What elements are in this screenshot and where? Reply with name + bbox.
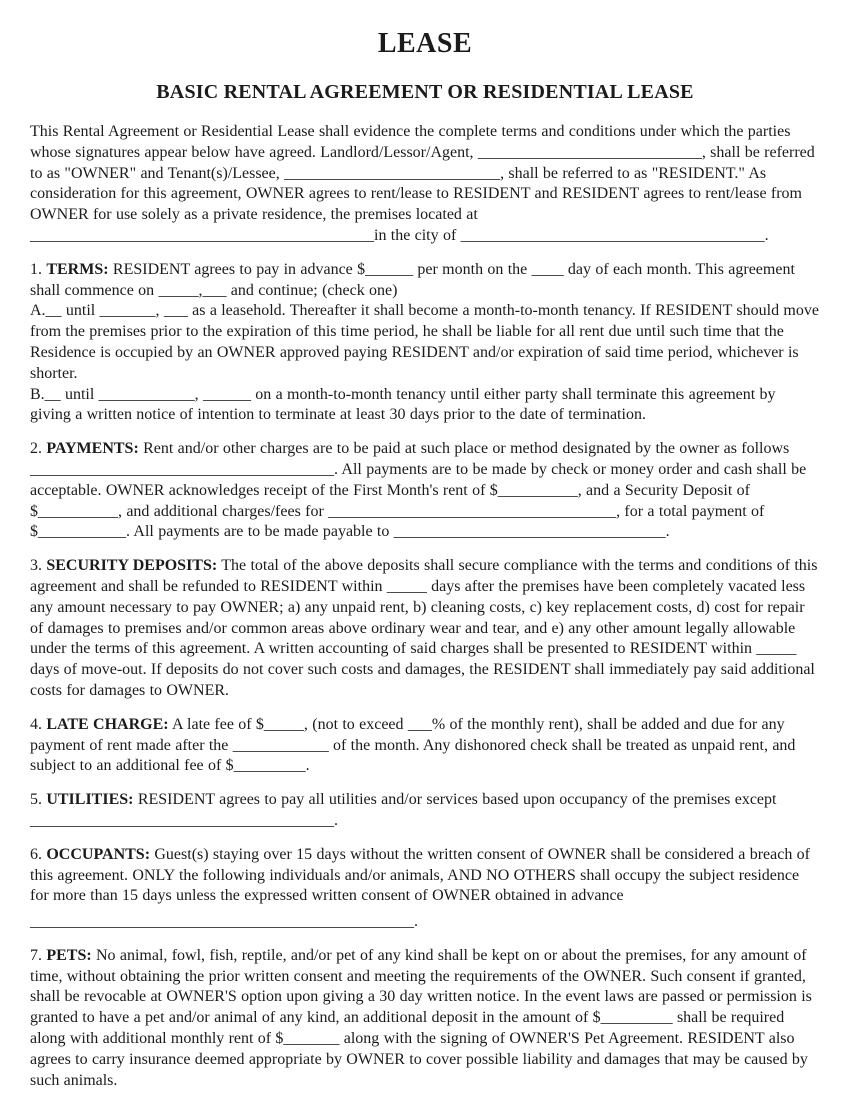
section-text: RESIDENT agrees to pay in advance $______ per month on the ____ day of each month. This agreement shall commence on _____,___ and continue; (check one) <box>30 260 795 299</box>
terms-option-b-text: B.__ until ____________, ______ on a month-to-month tenancy until either party shall terminate this agreement by giving a written notice of intention to terminate at least 30 days prior to the date of termination. <box>30 385 776 424</box>
intro-fill-in-blank-line: ___________________________________________in the city of ______________________________________. <box>30 226 769 244</box>
document-subtitle: BASIC RENTAL AGREEMENT OR RESIDENTIAL LEASE <box>156 81 694 103</box>
section-heading: SECURITY DEPOSITS: <box>46 557 218 575</box>
section-payments <box>30 439 820 543</box>
section-number: 2. <box>30 440 42 458</box>
utilities-fill-in-blank-line: ______________________________________. <box>30 811 338 829</box>
section-text: The total of the above deposits shall secure compliance with the terms and conditions of this agreement and shall be refunded to RESIDENT within _____ days after the premises have been completely vacated less any amount necessary to pay OWNER; a) any unpaid rent, b) cleaning costs, c) key replacement costs, d) cost for repair of damages to premises and/or common areas above ordinary wear and tear, and e) any other amount legally allowable under the terms of this agreement. A written accounting of said charges shall be presented to RESIDENT within _____ days of move-out. If deposits do not cover such costs and damages, the RESIDENT shall immediately pay said additional costs for damages to OWNER. <box>30 557 818 699</box>
section-pets <box>30 946 820 1092</box>
section-number: 5. <box>30 791 42 809</box>
section-heading: PETS: <box>46 946 92 964</box>
section-terms <box>30 260 820 426</box>
section-text: RESIDENT agrees to pay all utilities and/or services based upon occupancy of the premises except <box>137 791 777 809</box>
occupants-fill-in-blank-line: ________________________________________________. <box>30 913 418 931</box>
section-heading: TERMS: <box>46 260 109 278</box>
section-number: 6. <box>30 845 42 863</box>
section-heading: PAYMENTS: <box>46 440 139 458</box>
document-title: LEASE <box>377 28 473 59</box>
section-text: A late fee of $_____, (not to exceed ___% of the monthly rent), shall be added and due for any payment of rent made after the ____________ of the month. Any dishonored check shall be treated as unpaid rent, and subject to an additional fee of $_________. <box>30 715 796 775</box>
section-text: Guest(s) staying over 15 days without the written consent of OWNER shall be considered a breach of this agreement. ONLY the following individuals and/or animals, AND NO OTHERS shall occupy the subject residence for more than 15 days unless the expressed written consent of OWNER obtained in advance <box>30 845 810 905</box>
section-text: Rent and/or other charges are to be paid at such place or method designated by the owner as follows ______________________________________. All payments are to be made by check or money order and cash shall be acceptable. OWNER acknowledges receipt of the First Month's rent of $__________, and a Security Deposit of $__________, and additional charges/fees for ____________________________________, for a total payment of $___________. All payments are to be made payable to __________________________________. <box>30 440 807 541</box>
section-heading: OCCUPANTS: <box>46 845 151 863</box>
section-number: 7. <box>30 946 42 964</box>
section-occupants <box>30 845 820 933</box>
intro-text: This Rental Agreement or Residential Lease shall evidence the complete terms and conditions under which the parties whose signatures appear below have agreed. Landlord/Lessor/Agent, ____________________________, shall be referred to as "OWNER" and Tenant(s)/Lessee, ___________________________, shall be referred to as "RESIDENT." As consideration for this agreement, OWNER agrees to rent/lease to RESIDENT and RESIDENT agrees to rent/lease from OWNER for use solely as a private residence, the premises located at <box>30 123 815 224</box>
section-number: 4. <box>30 715 42 733</box>
terms-option-a-text: A.__ until _______, ___ as a leasehold. Thereafter it shall become a month-to-month tenancy. If RESIDENT should move from the premises prior to the expiration of this time period, he shall be liable for all rent due until such time that the Residence is occupied by an OWNER approved paying RESIDENT and/or expiration of said time period, whichever is shorter. <box>30 302 819 382</box>
section-text: No animal, fowl, fish, reptile, and/or pet of any kind shall be kept on or about the premises, for any amount of time, without obtaining the prior written consent and meeting the requirements of the OWNER. Such consent if granted, shall be revocable at OWNER'S option upon giving a 30 day written notice. In the event laws are passed or permission is granted to have a pet and/or animal of any kind, an additional deposit in the amount of $_________ shall be required along with additional monthly rent of $_______ along with the signing of OWNER'S Pet Agreement. RESIDENT also agrees to carry insurance deemed appropriate by OWNER to cover possible liability and damages that may be caused by such animals. <box>30 946 812 1089</box>
section-security-deposits <box>30 556 820 702</box>
section-number: 3. <box>30 557 42 575</box>
section-heading: LATE CHARGE: <box>46 715 169 733</box>
intro-paragraph <box>30 122 820 247</box>
section-late-charge <box>30 715 820 777</box>
section-utilities <box>30 790 820 832</box>
section-heading: UTILITIES: <box>46 791 134 809</box>
section-number: 1. <box>30 260 42 278</box>
